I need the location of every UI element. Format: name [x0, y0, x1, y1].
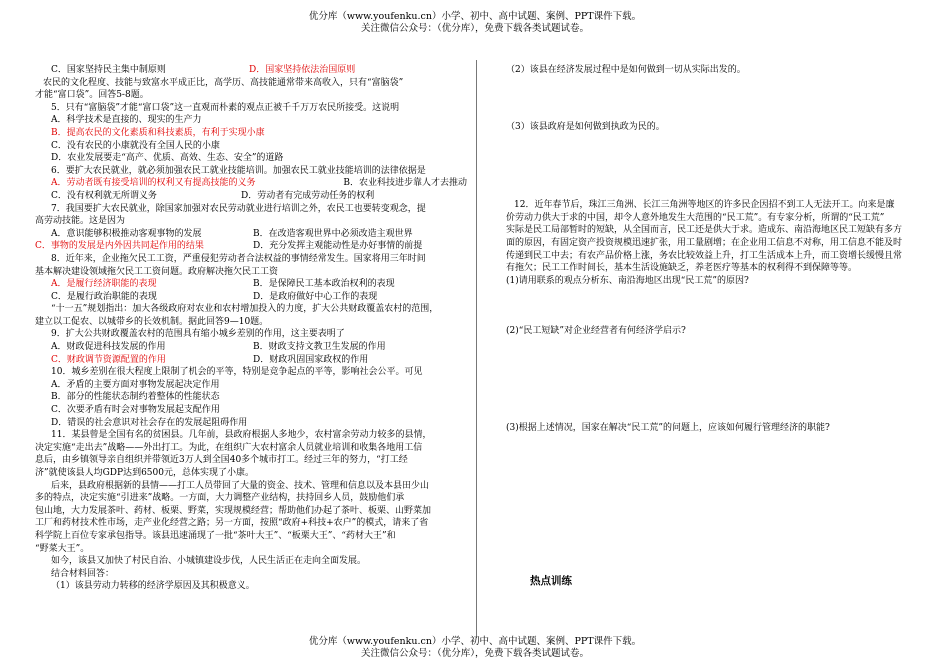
q11-material-line: 如今，该县又加快了村民自治、小城镇建设步伐，人民生活正在走向全面发展。 — [51, 556, 367, 567]
q9-option-d: D．财政巩固国家政权的作用 — [253, 354, 369, 365]
q11-subquestion-1: （1）该县劳动力转移的经济学原因及其积极意义。 — [51, 581, 255, 592]
q12-material-line: 实际是民工局部暂时的短缺，从全国而言，民工还是供大于求。造成东、南沿海地区民工短缺有多方 — [506, 225, 903, 236]
q9-option-a: A．财政促进科技发展的作用 — [51, 342, 166, 353]
q11-subquestion-3: （3）该县政府是如何做到执政为民的。 — [506, 121, 665, 132]
left-column — [35, 64, 467, 593]
q9-options-ab — [35, 341, 467, 354]
header-line-2: 关注微信公众号：（优分库），免费下载各类试题试卷。 — [360, 23, 589, 34]
q8-option-a: A．是履行经济职能的表现 — [51, 279, 157, 290]
page-footer — [0, 636, 950, 660]
q5-option-a: A．科学技术是直接的、现实的生产力 — [51, 115, 202, 126]
q11-material-line: 后来，县政府根据新的县情——打工人员带回了大量的资金、技术、管理和信息以及本县田少山 — [51, 480, 430, 491]
q5-intro: 农民的文化程度、技能与致富水平成正比，高学历、高技能通常带来高收入，只有“富脑袋” — [43, 77, 404, 88]
q10-option-b: B．部分的性能状态制约着整体的性能状态 — [51, 392, 220, 403]
page-header — [0, 11, 950, 35]
q7-stem-cont: 高劳动技能。这是因为 — [35, 216, 126, 227]
q10-stem: 10．城乡差别在很大程度上限制了机会的平等，特别是竞争起点的平等，影响社会公平。可见 — [51, 367, 423, 378]
q6-option-d: D．劳动者有完成劳动任务的权利 — [241, 190, 375, 201]
q11-instruction: 结合材料回答： — [51, 568, 115, 579]
q8-option-d: D．是政府做好中心工作的表现 — [253, 291, 378, 302]
q10-option-c: C．次要矛盾有时会对事物发展起支配作用 — [51, 405, 220, 416]
q6-options-cd — [35, 190, 467, 203]
q7-option-b: B．在改造客观世界中必须改造主观世界 — [253, 228, 413, 239]
q5-intro-cont: 才能“富口袋”。回答5-8题。 — [35, 90, 149, 101]
q7-stem: 7．我国要扩大农民就业，除国家加强对农民劳动就业进行培训之外，农民工也要转变观念，提 — [51, 203, 426, 214]
q11-material-line: “野菜大王”。 — [35, 543, 90, 554]
q4-option-d: D．国家坚持依法治国原则 — [249, 65, 356, 75]
q12-material-line: 价劳动力供大于求的中国，却令人意外地发生大范围的“民工荒”。有专家分析，所谓的“民工荒” — [506, 212, 885, 223]
q8-option-c: C．是履行政治职能的表现 — [51, 291, 157, 302]
q5-stem: 5．只有“富脑袋”才能“富口袋”这一直观而朴素的观点正被千千万万农民所接受。这说明 — [51, 102, 400, 113]
q5-option-b: B．提高农民的文化素质和科技素质，有利于实现小康 — [51, 127, 265, 138]
section-title-hot-training: 热点训练 — [530, 575, 572, 587]
right-column — [506, 64, 926, 435]
q7-options-ab — [35, 228, 467, 241]
q8-stem-cont: 基本解决建设领域拖欠民工工资问题。政府解决拖欠民工工资 — [35, 266, 279, 277]
q12-material: 12．近年春节后，珠江三角洲、长江三角洲等地区的许多民企因招不到工人无法开工。向来是廉 — [514, 200, 895, 211]
q11-material-line: 息后，由乡镇领导亲自组织并带领近3万人到全国40多个城市打工。经过三年的努力，“打工经 — [35, 455, 408, 466]
q10-option-d: D．错误的社会意识对社会存在的发展起阻碍作用 — [51, 417, 248, 428]
q8-stem: 8．近年来，企业拖欠民工工资，严重侵犯劳动者合法权益的事情经常发生。国家将用三年时间 — [51, 253, 426, 264]
q11-material-line: 工厂和药材技术性市场，走产业化经营之路；另一方面，按照“政府+科技+农户”的模式，请来了省 — [35, 518, 429, 529]
q12-material-line: 传递到民工中去；有农产品价格上涨，务农比较效益上升，打工生活成本上升，而工资增长缓慢且常 — [506, 250, 903, 261]
q6-option-a: A．劳动者既有接受培训的权利又有提高技能的义务 — [51, 178, 256, 189]
q11-material-line: 包山地，大力发展茶叶、药材、板栗、野菜，实现规模经营；帮助他们办起了茶叶、板栗、山野菜加 — [35, 505, 432, 516]
q11-material-line: 决定实施“走出去”战略——外出打工。为此，在组织广大农村富余人员就业培训和收集各地用工信 — [35, 442, 423, 453]
q11-material-line: 济”就使该县人均GDP达到6500元，总体实现了小康。 — [35, 468, 254, 478]
q11-material-line: 多的特点，决定实施“引进来”战略。一方面，大力调整产业结构，扶持回乡人员，鼓励他们承 — [35, 493, 405, 504]
q6-stem: 6．要扩大农民就业，就必须加强农民工就业技能培训。加强农民工就业技能培训的法律依据是 — [51, 165, 426, 176]
q9-option-c: C．财政调节资源配置的作用 — [51, 354, 166, 365]
footer-line-2: 关注微信公众号：（优分库），免费下载各类试题试卷。 — [360, 648, 589, 659]
q9-intro: “十一五”规划指出：加大各级政府对农业和农村增加投入的力度，扩大公共财政覆盖农村的范围， — [51, 304, 439, 315]
q9-option-b: B．财政支持文教卫生发展的作用 — [253, 342, 386, 353]
q4-options-cd — [35, 64, 467, 77]
q7-option-d: D．充分发挥主观能动性是办好事情的前提 — [253, 241, 423, 252]
q8-options-cd — [35, 291, 467, 304]
q9-options-cd — [35, 354, 467, 367]
footer-line-1: 优分库（www.youfenku.cn）小学、初中、高中试题、案例、PPT课件下载。 — [308, 636, 642, 647]
q6-options-ab — [35, 177, 467, 190]
q12-material-line: 面的原因，有固定资产投资规模迅速扩张，用工量剧增；在企业用工信息不对称，用工信息不能及时 — [506, 237, 903, 248]
q11-subquestion-2: （2）该县在经济发展过程中是如何做到一切从实际出发的。 — [506, 65, 746, 75]
q8-options-ab — [35, 278, 467, 291]
q12-subquestion-2: (2)“民工短缺”对企业经营者有何经济学启示? — [506, 326, 686, 337]
q11-material: 11．某县曾是全国有名的贫困县。几年前，县政府根据人多地少，农村富余劳动力较多的县情， — [51, 430, 432, 441]
q7-options-cd — [35, 240, 467, 253]
q11-material-line: 科学院上百位专家承包指导。该县迅速涌现了一批“茶叶大王”、“板栗大王”、“药材大王”和 — [35, 530, 396, 541]
q10-option-a: A．矛盾的主要方面对事物发展起决定作用 — [51, 379, 220, 390]
q6-option-c: C．没有权利就无所谓义务 — [51, 190, 157, 201]
q9-intro-cont: 建立以工促农、以城带乡的长效机制。据此回答9—10题。 — [35, 316, 269, 327]
q5-option-d: D．农业发展要走“高产、优质、高效、生态、安全”的道路 — [51, 153, 284, 164]
q4-option-c: C．国家坚持民主集中制原则 — [51, 65, 166, 75]
q7-option-c: C．事物的发展是内外因共同起作用的结果 — [35, 241, 204, 252]
q5-option-c: C．没有农民的小康就没有全国人民的小康 — [51, 140, 220, 151]
q12-subquestion-3: (3)根据上述情况，国家在解决“民工荒”的问题上，应该如何履行管理经济的职能? — [506, 422, 830, 433]
header-line-1: 优分库（www.youfenku.cn）小学、初中、高中试题、案例、PPT课件下载。 — [308, 11, 642, 22]
q9-stem: 9．扩大公共财政覆盖农村的范围具有缩小城乡差别的作用，这主要表明了 — [51, 329, 345, 340]
q12-subquestion-1: (1)请用联系的观点分析东、南沿海地区出现“民工荒”的原因? — [506, 275, 749, 286]
q8-option-b: B．是保障民工基本政治权利的表现 — [253, 279, 395, 290]
column-divider — [476, 60, 477, 638]
q7-option-a: A．意识能够积极推动客观事物的发展 — [51, 228, 202, 239]
q6-option-b: B．农业科技进步靠人才去推动 — [343, 178, 467, 189]
q12-material-line: 有拖欠；民工工作时间长，基本生活设施缺乏，养老医疗等基本的权利得不到保障等等。 — [506, 263, 858, 274]
